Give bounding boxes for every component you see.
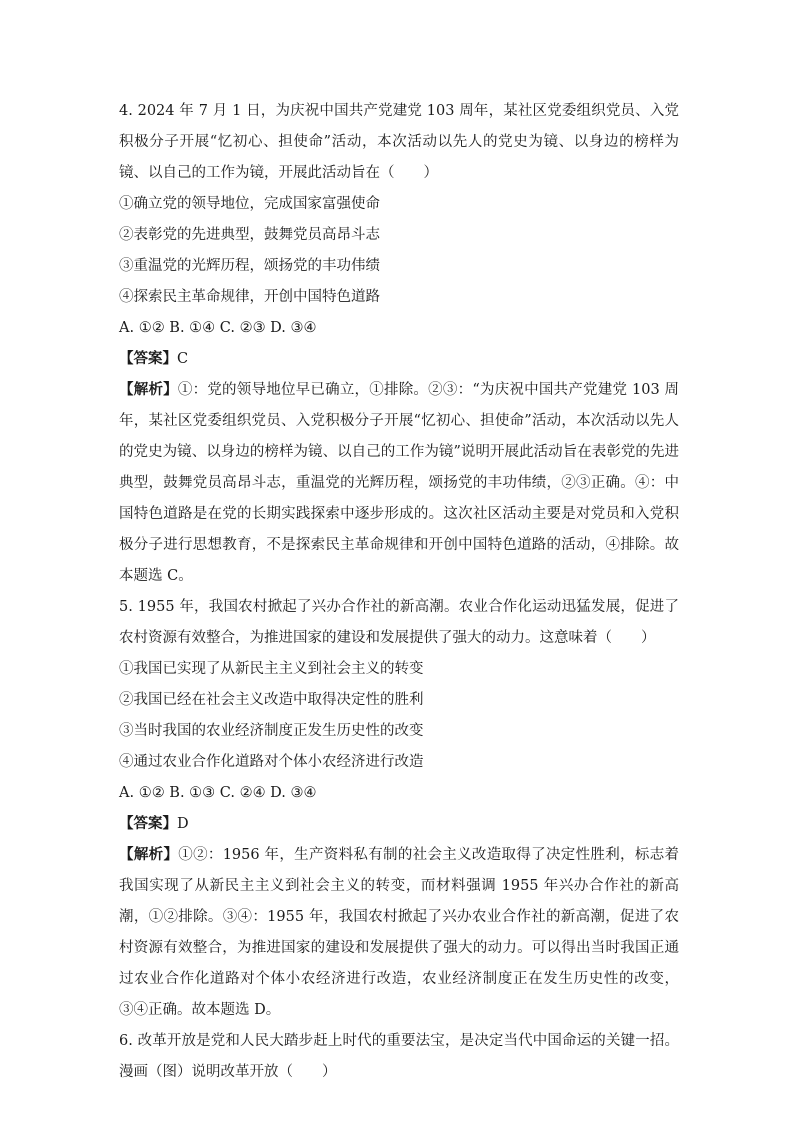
answer-row [119,809,679,840]
option-1: ①我国已实现了从新民主主义到社会主义的转变 [119,661,424,677]
answer-value: D [177,816,189,832]
answer-value: C [177,351,189,367]
answer-label: 【答案】 [119,816,177,832]
option-2: ②表彰党的先进典型，鼓舞党员高昂斗志 [119,227,380,243]
option-1: ①确立党的领导地位，完成国家富强使命 [119,196,380,212]
question-4 [119,96,679,592]
option-4: ④通过农业合作化道路对个体小农经济进行改造 [119,754,424,770]
answer-choices: A. ①② B. ①④ C. ②③ D. ③④ [119,320,317,336]
answer-label: 【答案】 [119,351,177,367]
option-3: ③当时我国的农业经济制度正发生历史性的改变 [119,723,424,739]
analysis-text: ①②：1956 年，生产资料私有制的社会主义改造取得了决定性胜利，标志着我国实现了从新民主主义到社会主义的转变，而材料强调 1955 年兴办合作社的新高潮，①②排除。③④：1955 年，我国农村掀起了兴办农业合作社的新高潮，促进了农村资源有效整合，为推进国家的建设和发展提供了强大的动力。可以得出当时我国正通过农业合作化道路对个体小农经济进行改造，农业经济制度正在发生历史性的改变，③④正确。故本题选 D。 [119,847,680,1018]
question-stem: 4. 2024 年 7 月 1 日，为庆祝中国共产党建党 103 周年，某社区党委组织党员、入党积极分子开展“忆初心、担使命”活动，本次活动以先人的党史为镜、以身边的榜样为镜、以自己的工作为镜，开展此活动旨在（ ） [119,103,679,181]
question-5 [119,592,679,1026]
option-3: ③重温党的光辉历程，颂扬党的丰功伟绩 [119,258,380,274]
option-4: ④探索民主革命规律，开创中国特色道路 [119,289,380,305]
analysis-label: 【解析】 [119,382,178,398]
option-2: ②我国已经在社会主义改造中取得决定性的胜利 [119,692,424,708]
analysis [119,375,679,592]
question-stem: 6. 改革开放是党和人民大踏步赶上时代的重要法宝，是决定当代中国命运的关键一招。漫画（图）说明改革开放（ ） [119,1033,679,1080]
analysis [119,840,679,1026]
question-6 [119,1026,679,1088]
analysis-label: 【解析】 [119,847,179,863]
answer-row [119,344,679,375]
question-stem: 5. 1955 年，我国农村掀起了兴办合作社的新高潮。农业合作化运动迅猛发展，促进了农村资源有效整合，为推进国家的建设和发展提供了强大的动力。这意味着（ ） [119,599,679,646]
analysis-text: ①：党的领导地位早已确立，①排除。②③：“为庆祝中国共产党建党 103 周年，某社区党委组织党员、入党积极分子开展“忆初心、担使命”活动，本次活动以先人的党史为镜、以身边的榜样为镜、以自己的工作为镜”说明开展此活动旨在表彰党的先进典型，鼓舞党员高昂斗志，重温党的光辉历程，颂扬党的丰功伟绩，②③正确。④：中国特色道路是在党的长期实践探索中逐步形成的。这次社区活动主要是对党员和入党积极分子进行思想教育，不是探索民主革命规律和开创中国特色道路的活动，④排除。故本题选 C。 [119,382,679,584]
answer-choices: A. ①② B. ①③ C. ②④ D. ③④ [119,785,317,801]
document-page [119,96,679,1088]
